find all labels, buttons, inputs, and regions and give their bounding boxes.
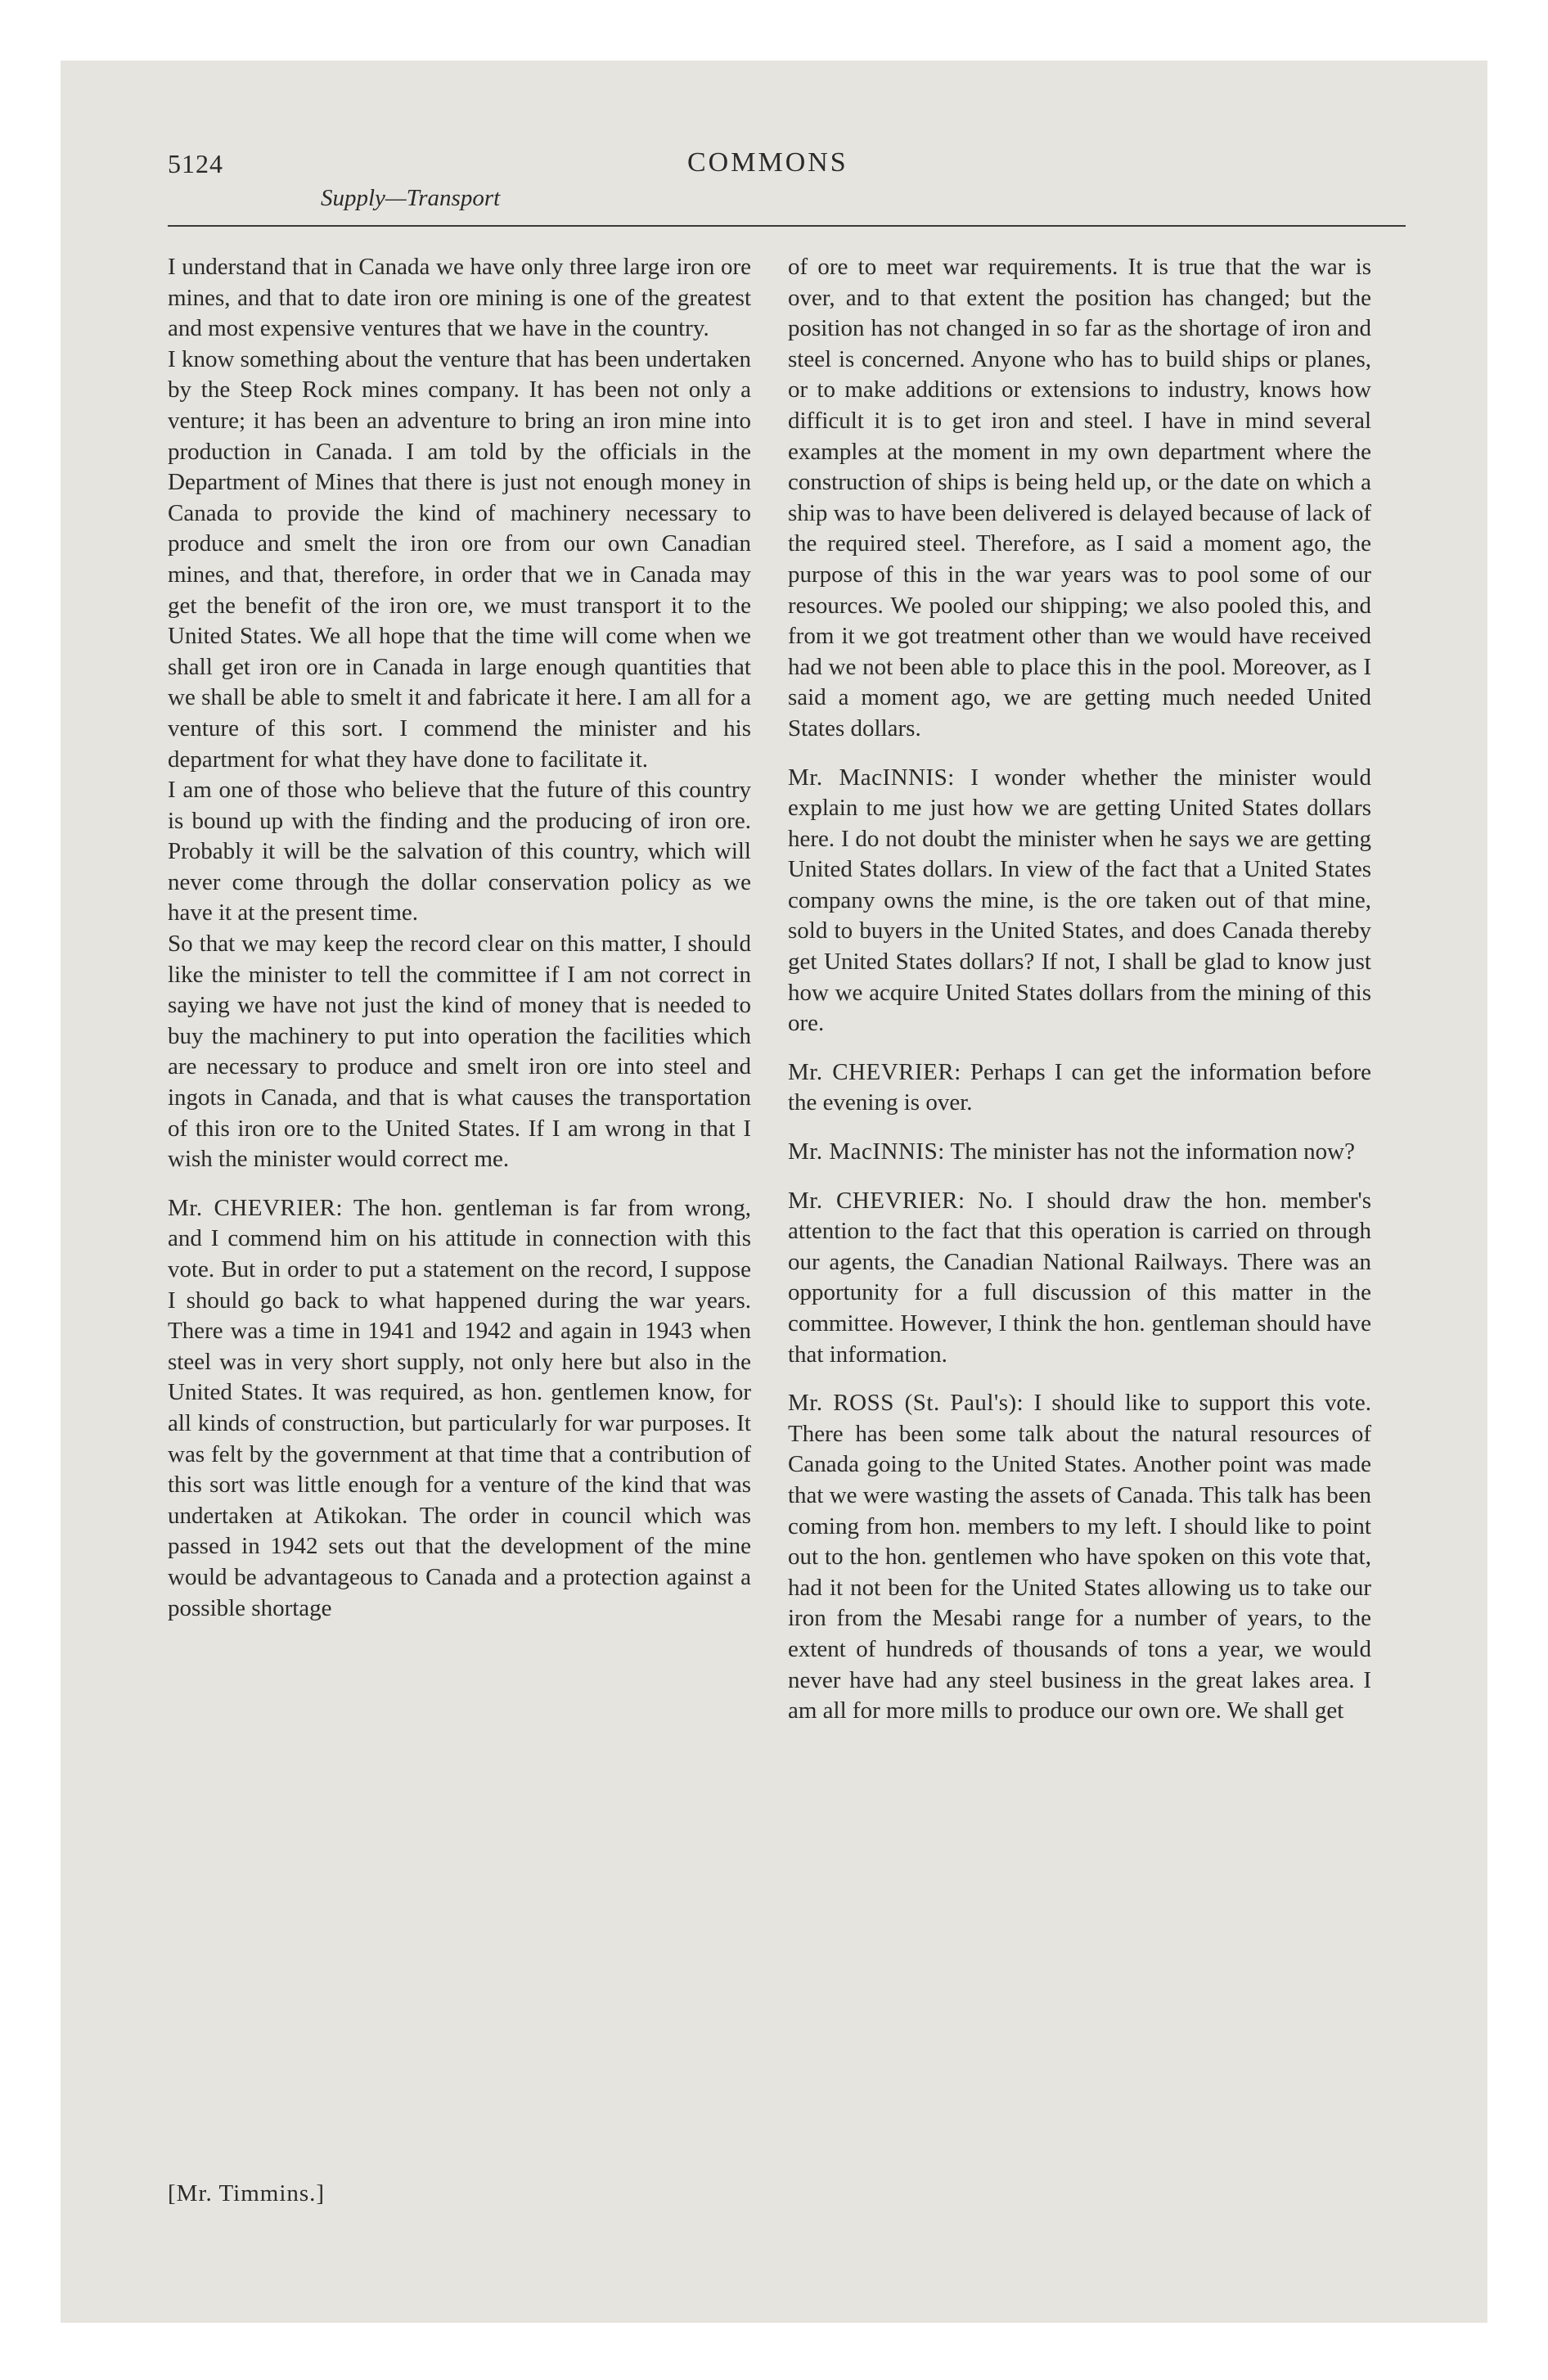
speech-text: The hon. gentleman is far from wrong, and I commend him on his attitude in connection with this vote. But in order to put a statement on the record, I suppose I should go back to what happened during the war years. There was a time in 1941 and 1942 and again in 1943 when steel was in very short supply, not only here but also in the United States. It was required, as hon. gentlemen know, for all kinds of construction, but particularly for war purposes. It was felt by the government at that time that a contribution of this sort was little enough for a venture of the kind that was undertaken at Atikokan. The order in council which was passed in 1942 sets out that the development of the mine would be advantageous to Canada and a protection against a possible shortage bbox=[168, 1194, 751, 1621]
page-title: COMMONS bbox=[687, 147, 848, 178]
page-number: 5124 bbox=[168, 149, 223, 178]
speech-paragraph bbox=[788, 1388, 1371, 1727]
speaker-name: Mr. CHEVRIER: bbox=[788, 1187, 965, 1214]
speech-paragraph bbox=[788, 1186, 1371, 1371]
speech-text: Perhaps I can get the information before the evening is over. bbox=[788, 1058, 1371, 1116]
paragraph: of ore to meet war requirements. It is true that the war is over, and to that extent the position has changed; but the position has not changed in so far as the shortage of iron and steel is concerned. Anyone who has to build ships or planes, or to make additions or extensions to industry, knows how difficult it is to get iron and steel. I have in mind several examples at the moment in my own department where the construction of ships is being held up, or the date on which a ship was to have been delivered is delayed because of lack of the required steel. Therefore, as I said a moment ago, the purpose of this in the war years was to pool some of our resources. We pooled our shipping; we also pooled this, and from it we got treatment other than we would have received had we not been able to place this in the pool. Moreover, as I said a moment ago, we are getting much needed United States dollars. bbox=[788, 254, 1371, 741]
header-rule bbox=[168, 225, 1406, 227]
left-column bbox=[168, 252, 751, 1624]
speech-paragraph bbox=[788, 1057, 1371, 1119]
paragraph: I understand that in Canada we have only three large iron ore mines, and that to date iron ore mining is one of the greatest and most expensive ventures that we have in the country. bbox=[168, 254, 751, 342]
section-subtitle: Supply—Transport bbox=[321, 185, 501, 211]
paragraph: I am one of those who believe that the future of this country is bound up with the finding and the producing of iron ore. Probably it will be the salvation of this country, which will never come through the dollar conservation policy as we have it at the present time. bbox=[168, 777, 751, 926]
speaker-name: Mr. MacINNIS: bbox=[788, 1138, 945, 1165]
paragraph: So that we may keep the record clear on this matter, I should like the minister to tell the committee if I am not correct in saying we have not just the kind of money that is needed to buy the machinery to put into operation the facilities which are necessary to produce and smelt iron ore into steel and ingots in Canada, and that is what causes the transportation of this iron ore to the United States. If I am wrong in that I wish the minister would correct me. bbox=[168, 931, 751, 1173]
speaker-name: Mr. MacINNIS: bbox=[788, 764, 955, 791]
paragraph: I know something about the venture that has been undertaken by the Steep Rock mines company. It has been not only a venture; it has been an adventure to bring an iron mine into production in Canada. I am told by the officials in the Department of Mines that there is just not enough money in Canada to provide the kind of machinery necessary to produce and smelt the iron ore from our own Canadian mines, and that, therefore, in order that we in Canada may get the benefit of the iron ore, we must transport it to the United States. We all hope that the time will come when we shall get iron ore in Canada in large enough quantities that we shall be able to smelt it and fabricate it here. I am all for a venture of this sort. I commend the minister and his department for what they have done to facilitate it. bbox=[168, 345, 751, 773]
right-column bbox=[788, 252, 1371, 1727]
speech-text: I should like to support this vote. There has been some talk about the natural resources of Canada going to the United States. Another point was made that we were wasting the assets of Canada. This talk has been coming from hon. members to my left. I should like to point out to the hon. gentlemen who have spoken on this vote that, had it not been for the United States allowing us to take our iron from the Mesabi range for a number of years, to the extent of hundreds of thousands of tons a year, we would never have had any steel business in the great lakes area. I am all for more mills to produce our own ore. We shall get bbox=[788, 1390, 1371, 1724]
speech-paragraph bbox=[788, 1137, 1371, 1168]
speech-paragraph bbox=[788, 763, 1371, 1039]
speaker-name: Mr. ROSS (St. Paul's): bbox=[788, 1390, 1024, 1417]
speech-paragraph bbox=[168, 1193, 751, 1624]
speech-text: No. I should draw the hon. member's attention to the fact that this operation is carried on through our agents, the Canadian National Railways. There was an opportunity for a full discussion of this matter in the committee. However, I think the hon. gentleman should have that information. bbox=[788, 1187, 1371, 1368]
speaker-name: Mr. CHEVRIER: bbox=[168, 1194, 344, 1221]
speech-text: I wonder whether the minister would explain to me just how we are getting United States dollars here. I do not doubt the minister when he says we are getting United States dollars. In view of the fact that a United States company owns the mine, is the ore taken out of that mine, sold to buyers in the United States, and does Canada thereby get United States dollars? If not, I shall be glad to know just how we acquire United States dollars from the mining of this ore. bbox=[788, 764, 1371, 1037]
speech-text: The minister has not the information now? bbox=[944, 1138, 1355, 1165]
speaker-name: Mr. CHEVRIER: bbox=[788, 1058, 961, 1085]
footer-speaker-reference: [Mr. Timmins.] bbox=[168, 2180, 326, 2206]
